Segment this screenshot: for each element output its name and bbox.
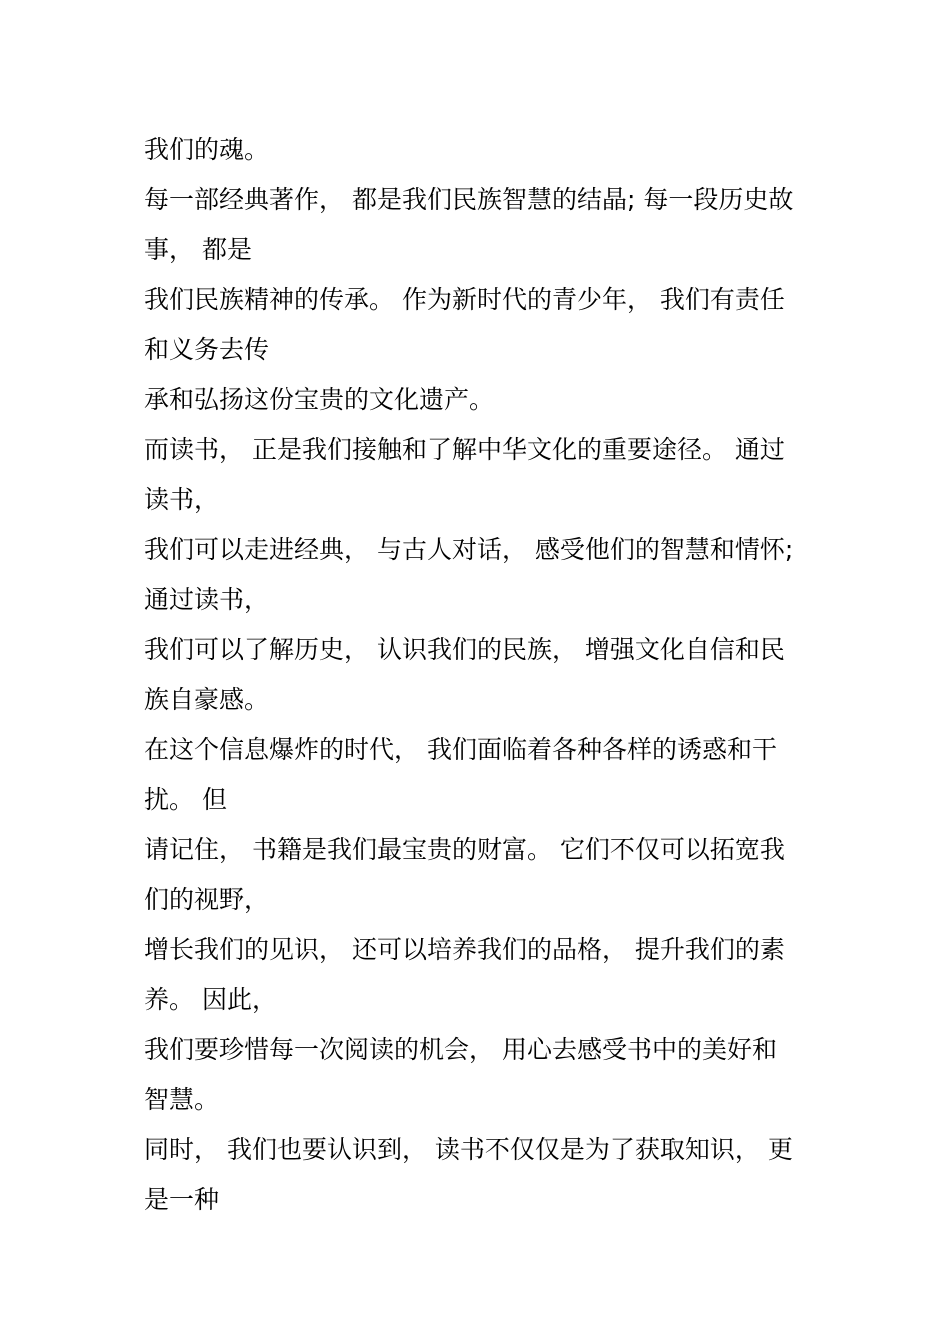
text-line: 读书， [144,485,220,514]
text-line: 在这个信息爆炸的时代， 我们面临着各种各样的诱惑和干 [144,735,777,764]
text-line: 增长我们的见识， 还可以培养我们的品格， 提升我们的素 [144,935,785,964]
text-line: 通过读书， [144,585,270,614]
text-line: 我们民族精神的传承。 作为新时代的青少年， 我们有责任 [144,285,785,314]
text-line: 而读书， 正是我们接触和了解中华文化的重要途径。 通过 [144,435,785,464]
text-line: 养。 因此， [144,985,277,1014]
text-line: 每一部经典著作， 都是我们民族智慧的结晶; 每一段历史故 [144,185,794,214]
text-line: 请记住， 书籍是我们最宝贵的财富。 它们不仅可以拓宽我 [144,835,785,864]
text-line: 我们可以走进经典， 与古人对话， 感受他们的智慧和情怀; [144,535,794,564]
text-line: 扰。 但 [144,785,227,814]
text-line: 事， 都是 [144,235,252,264]
text-line: 是一种 [144,1185,220,1214]
text-line: 我们要珍惜每一次阅读的机会， 用心去感受书中的美好和 [144,1035,777,1064]
text-line: 我们的魂。 [144,135,270,164]
text-line: 同时， 我们也要认识到， 读书不仅仅是为了获取知识， 更 [144,1135,793,1164]
text-line: 和义务去传 [144,335,270,364]
body-text [144,125,824,1225]
text-line: 我们可以了解历史， 认识我们的民族， 增强文化自信和民 [144,635,785,664]
text-line: 们的视野， [144,885,270,914]
text-line: 承和弘扬这份宝贵的文化遗产。 [144,385,495,414]
text-line: 族自豪感。 [144,685,270,714]
text-line: 智慧。 [144,1085,220,1114]
